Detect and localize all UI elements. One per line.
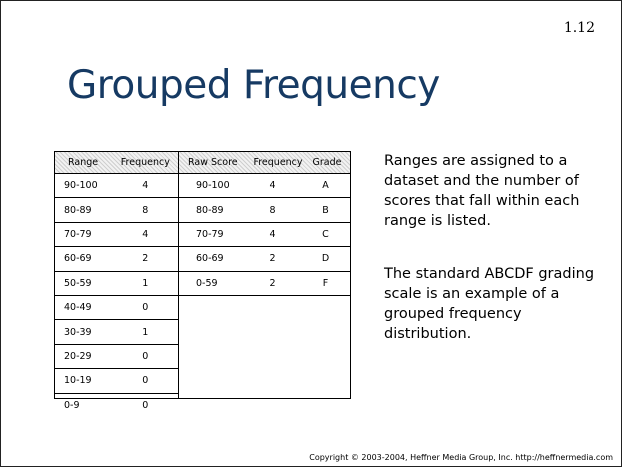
frequency-cell: 2 [142, 253, 149, 265]
frequency-cell: 0 [142, 375, 149, 387]
range-cell: 80-89 [64, 204, 92, 216]
grade-cell: F [322, 277, 329, 289]
table-row [55, 369, 178, 393]
range-cell: 40-49 [64, 302, 92, 314]
description-paragraph-2: The standard ABCDF grading scale is an example of a grouped frequency distribution. [384, 266, 595, 342]
table-row [55, 296, 178, 320]
slide-title: Grouped Frequency [67, 63, 440, 108]
table-row [55, 345, 178, 369]
header-raw-score: Raw Score [188, 157, 238, 168]
description-paragraph-1: Ranges are assigned to a dataset and the number of scores that fall within each range is listed. [384, 153, 580, 229]
table-row [179, 247, 350, 271]
table-row [55, 247, 178, 271]
raw-score-cell: 0-59 [196, 277, 218, 289]
table-row [55, 174, 178, 198]
range-cell: 30-39 [64, 326, 92, 338]
table-row [179, 272, 350, 296]
frequency-cell: 0 [142, 302, 149, 314]
frequency-cell: 0 [142, 400, 149, 412]
raw-score-cell: 70-79 [196, 228, 224, 240]
range-cell: 0-9 [64, 400, 80, 412]
header-range: Range [68, 157, 99, 168]
header-grade-frequency: Frequency [253, 157, 303, 168]
grade-frequency-cell: 2 [269, 253, 276, 265]
grade-frequency-cell: 8 [269, 204, 276, 216]
table-row [179, 198, 350, 222]
range-cell: 70-79 [64, 228, 92, 240]
table-row [55, 394, 178, 418]
range-cell: 60-69 [64, 253, 92, 265]
frequency-cell: 1 [142, 326, 149, 338]
grade-cell: D [321, 253, 330, 265]
raw-score-cell: 90-100 [196, 180, 230, 192]
frequency-table [54, 151, 351, 412]
header-frequency: Frequency [120, 157, 170, 168]
raw-score-cell: 80-89 [196, 204, 224, 216]
grade-frequency-cell: 2 [269, 277, 276, 289]
table-row [55, 320, 178, 344]
header-grade: Grade [312, 157, 342, 168]
range-cell: 10-19 [64, 375, 92, 387]
range-frequency-table [55, 152, 179, 412]
table-row [55, 198, 178, 222]
grade-frequency-table [179, 152, 350, 296]
table-row [55, 272, 178, 296]
frequency-cell: 0 [142, 350, 149, 362]
grade-cell: B [322, 204, 329, 216]
range-cell: 50-59 [64, 277, 92, 289]
range-cell: 20-29 [64, 350, 92, 362]
raw-score-cell: 60-69 [196, 253, 224, 265]
grade-frequency-cell: 4 [269, 228, 276, 240]
grade-frequency-cell: 4 [269, 180, 276, 192]
table-row [179, 174, 350, 198]
frequency-cell: 4 [142, 180, 149, 192]
range-cell: 90-100 [64, 180, 98, 192]
grade-cell: A [322, 180, 329, 192]
range-table-header [55, 152, 178, 174]
frequency-cell: 8 [142, 204, 149, 216]
table-row [55, 223, 178, 247]
grade-table-header [179, 152, 350, 174]
slide-number: 1.12 [563, 20, 595, 36]
frequency-cell: 4 [142, 228, 149, 240]
copyright-footer: Copyright © 2003-2004, Heffner Media Group, Inc. http://heffnermedia.com [309, 453, 613, 462]
table-row [179, 223, 350, 247]
grade-cell: C [322, 228, 329, 240]
frequency-cell: 1 [142, 277, 149, 289]
